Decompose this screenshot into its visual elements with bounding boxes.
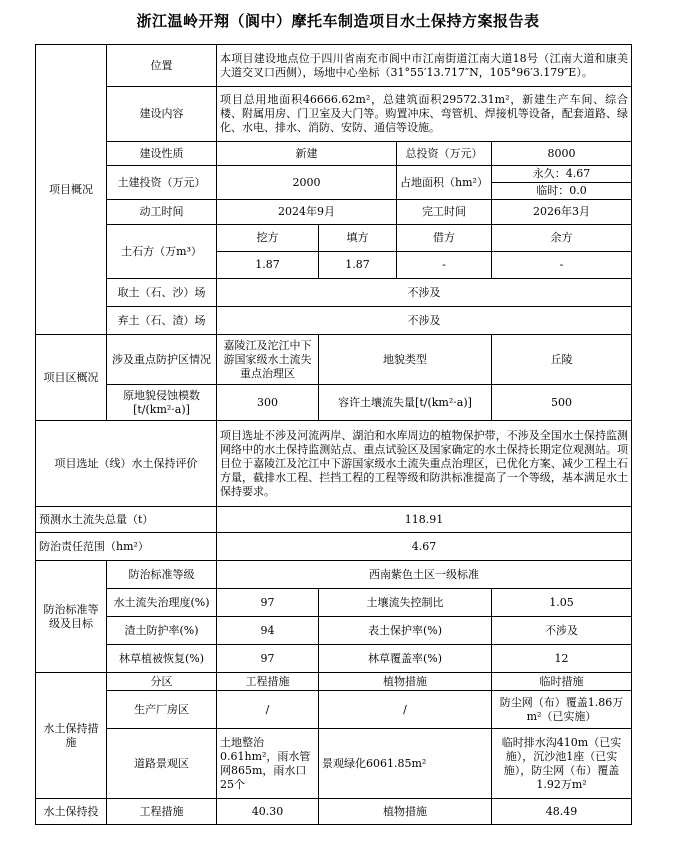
section-project-overview: 项目概况	[36, 45, 107, 335]
area-value	[492, 166, 632, 200]
road-plant: 景观绿化6061.85m²	[319, 729, 492, 799]
target-value: 1.05	[492, 589, 632, 617]
measures-header-zone: 分区	[107, 673, 217, 691]
earth-label: 土石方（万m³）	[107, 225, 217, 279]
end-value: 2026年3月	[492, 200, 632, 225]
earth-value-borrow: -	[397, 252, 492, 279]
key-zone-value: 嘉陵江及沱江中下游国家级水土流失重点治理区	[217, 335, 319, 385]
evaluation-text: 项目选址不涉及河流两岸、湖泊和水库周边的植物保护带，不涉及全国水土保持监测网络中的水土保持监测站点、重点试验区及国家确定的水土保持长期定位观测站。项目位于嘉陵江及沱江中下游国家级水土流失重点治理区，已优化方案、减少工程土石方量，截排水工程、拦挡工程的工程等级和防洪标准提高了一个等级，基本满足水土保持要求。	[217, 421, 632, 507]
road-engineering: 土地整治0.61hm²，雨水管网865m，雨水口25个	[217, 729, 319, 799]
key-zone-label: 涉及重点防护区情况	[107, 335, 217, 385]
allow-loss-label: 容许土壤流失量[t/(km²·a)]	[319, 385, 492, 421]
resp-value: 4.67	[217, 533, 632, 561]
factory-temporary: 防尘网（布）覆盖1.86万m²（已实施）	[492, 691, 632, 729]
total-invest-label: 总投资（万元）	[397, 142, 492, 166]
loss-label: 预测水土流失总量（t）	[36, 507, 217, 533]
section-measures: 水土保持措施	[36, 673, 107, 799]
earth-header-fill: 填方	[319, 225, 397, 252]
landform-value: 丘陵	[492, 335, 632, 385]
measures-header-temporary: 临时措施	[492, 673, 632, 691]
target-label: 水土流失治理度(%)	[107, 589, 217, 617]
section-standard: 防治标准等级及目标	[36, 561, 107, 673]
grade-value: 西南紫色土区一级标准	[217, 561, 632, 589]
evaluation-label: 项目选址（线）水土保持评价	[36, 421, 217, 507]
content-value: 项目总用地面积46666.62m²，总建筑面积29572.31m²，新建生产车间、综合楼、附属用房、门卫室及大门等。购置冲床、弯管机、焊接机等设备，配套道路、绿化、水电、排水、消防、安防、通信等设施。	[217, 87, 632, 142]
section-area-overview: 项目区概况	[36, 335, 107, 421]
start-label: 动工时间	[107, 200, 217, 225]
content-label: 建设内容	[107, 87, 217, 142]
resp-label: 防治责任范围（hm²）	[36, 533, 217, 561]
loss-value: 118.91	[217, 507, 632, 533]
nature-label: 建设性质	[107, 142, 217, 166]
target-value: 97	[217, 589, 319, 617]
end-label: 完工时间	[397, 200, 492, 225]
target-value: 不涉及	[492, 617, 632, 645]
measures-header-engineering: 工程措施	[217, 673, 319, 691]
area-temporary: 临时：0.0	[536, 184, 587, 197]
target-value: 97	[217, 645, 319, 673]
measures-header-plant: 植物措施	[319, 673, 492, 691]
invest-eng-value: 40.30	[217, 799, 319, 825]
target-label: 渣土防护率(%)	[107, 617, 217, 645]
location-label: 位置	[107, 45, 217, 87]
grade-label: 防治标准等级	[107, 561, 217, 589]
invest-plant-value: 48.49	[492, 799, 632, 825]
earth-header-cut: 挖方	[217, 225, 319, 252]
target-value: 94	[217, 617, 319, 645]
borrow-site-label: 取土（石、沙）场	[107, 279, 217, 307]
borrow-site-value: 不涉及	[217, 279, 632, 307]
spoil-site-label: 弃土（石、渣）场	[107, 307, 217, 335]
factory-plant: /	[319, 691, 492, 729]
landform-label: 地貌类型	[319, 335, 492, 385]
invest-plant-label: 植物措施	[319, 799, 492, 825]
target-label: 林草植被恢复(%)	[107, 645, 217, 673]
start-value: 2024年9月	[217, 200, 397, 225]
earth-header-surplus: 余方	[492, 225, 632, 252]
invest-eng-label: 工程措施	[107, 799, 217, 825]
nature-value: 新建	[217, 142, 397, 166]
earth-value-cut: 1.87	[217, 252, 319, 279]
report-table	[35, 44, 632, 825]
earth-header-borrow: 借方	[397, 225, 492, 252]
target-value: 12	[492, 645, 632, 673]
zone-road: 道路景观区	[107, 729, 217, 799]
zone-factory: 生产厂房区	[107, 691, 217, 729]
erosion-value: 300	[217, 385, 319, 421]
erosion-label: 原地貌侵蚀模数[t/(km²·a)]	[107, 385, 217, 421]
spoil-site-value: 不涉及	[217, 307, 632, 335]
factory-engineering: /	[217, 691, 319, 729]
area-label: 占地面积（hm²）	[397, 166, 492, 200]
allow-loss-value: 500	[492, 385, 632, 421]
target-label: 林草覆盖率(%)	[319, 645, 492, 673]
page-title: 浙江温岭开翔（阆中）摩托车制造项目水土保持方案报告表	[136, 12, 540, 30]
target-label: 表土保护率(%)	[319, 617, 492, 645]
location-value: 本项目建设地点位于四川省南充市阆中市江南街道江南大道18号（江南大道和康美大道交叉口西侧），场地中心坐标（31°55′13.717″N，105°96′3.179″E）。	[217, 45, 632, 87]
earth-value-fill: 1.87	[319, 252, 397, 279]
earth-value-surplus: -	[492, 252, 632, 279]
section-investment: 水土保持投	[36, 799, 107, 825]
total-invest-value: 8000	[492, 142, 632, 166]
civil-invest-value: 2000	[217, 166, 397, 200]
target-label: 土壤流失控制比	[319, 589, 492, 617]
road-temporary: 临时排水沟410m（已实施），沉沙池1座（已实施），防尘网（布）覆盖1.92万m²	[492, 729, 632, 799]
civil-invest-label: 土建投资（万元）	[107, 166, 217, 200]
area-permanent: 永久：4.67	[492, 166, 631, 183]
